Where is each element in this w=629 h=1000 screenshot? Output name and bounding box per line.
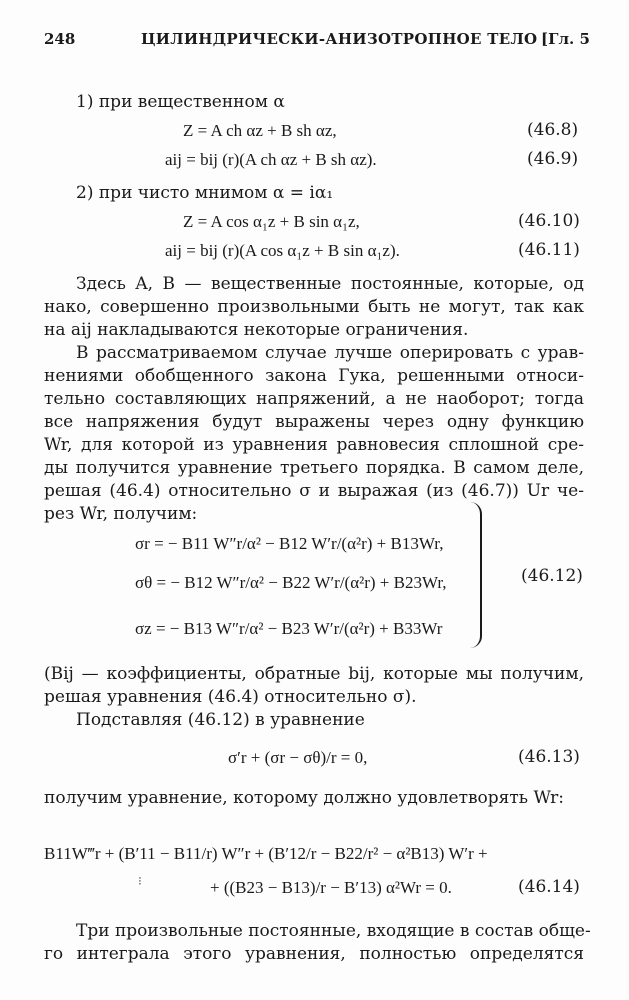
equation-number-46-10: (46.10) [518, 211, 580, 231]
paragraph-line: В рассматриваемом случае лучше оперировать с урав- [76, 343, 584, 363]
case-real-label: 1) при вещественном α [76, 92, 285, 112]
equation-46-14-line-2: + ((B23 − B13)/r − B′13) α²Wr = 0. [210, 878, 452, 897]
case-imaginary-label: 2) при чисто мнимом α = iα₁ [76, 183, 334, 203]
system-row-sigma-theta: σθ = − B12 W″r/α² − B22 W′r/(α²r) + B23Wr, [135, 573, 447, 592]
equation-46-8: Z = A ch αz + B sh αz, [183, 121, 337, 140]
equation-46-11: aij = bij (r)(A cos α₁z + B sin α₁z). [165, 241, 400, 260]
paragraph-line: Три произвольные постоянные, входящие в состав обще- [76, 921, 591, 941]
system-row-sigma-r: σr = − B11 W″r/α² − B12 W′r/(α²r) + B13Wr, [135, 534, 444, 553]
stray-mark: ⁝ [138, 874, 142, 888]
equation-number-46-9: (46.9) [527, 149, 579, 169]
right-brace [470, 502, 482, 648]
paragraph-line: рез Wr, получим: [44, 504, 198, 524]
paragraph-line: нениями обобщенного закона Гука, решенными относи- [44, 366, 584, 386]
paragraph-line: на aij накладываются некоторые ограничения. [44, 320, 469, 340]
running-title: ЦИЛИНДРИЧЕСКИ-АНИЗОТРОПНОЕ ТЕЛО [141, 30, 538, 48]
equation-number-46-13: (46.13) [518, 747, 580, 767]
paragraph-line: нако, совершенно произвольными быть не могут, так как [44, 297, 584, 317]
paragraph-line: (Bij — коэффициенты, обратные bij, которые мы получим, [44, 664, 584, 684]
system-row-sigma-z: σz = − B13 W″r/α² − B23 W′r/(α²r) + B33Wr [135, 619, 443, 638]
paragraph-line: тельно составляющих напряжений, а не наоборот; тогда [44, 389, 584, 409]
equation-46-13: σ′r + (σr − σθ)/r = 0, [228, 748, 368, 767]
paragraph-line: получим уравнение, которому должно удовлетворять Wr: [44, 788, 565, 808]
paragraph-line: решая (46.4) относительно σ и выражая (из (46.7)) Ur че- [44, 481, 584, 501]
equation-number-46-8: (46.8) [527, 120, 579, 140]
paragraph-line: ды получится уравнение третьего порядка. В самом деле, [44, 458, 584, 478]
equation-number-46-11: (46.11) [518, 240, 580, 260]
equation-number-46-12: (46.12) [521, 566, 583, 586]
equation-46-14-line-1: B11W‴r + (B′11 − B11/r) W″r + (B′12/r − B22/r² − α²B13) W′r + [44, 844, 488, 863]
equation-46-9: aij = bij (r)(A ch αz + B sh αz). [165, 150, 377, 169]
paragraph-line: все напряжения будут выражены через одну функцию [44, 412, 584, 432]
page-number: 248 [44, 30, 76, 48]
chapter-reference: [Гл. 5 [541, 30, 590, 48]
paragraph-line: Здесь A, B — вещественные постоянные, которые, од [76, 274, 584, 294]
paragraph-line: решая уравнения (46.4) относительно σ). [44, 687, 417, 707]
paragraph-line: го интеграла этого уравнения, полностью определятся [44, 944, 584, 964]
paragraph-line: Wr, для которой из уравнения равновесия сплошной сре- [44, 435, 584, 455]
equation-46-10: Z = A cos α₁z + B sin α₁z, [183, 212, 360, 231]
equation-number-46-14: (46.14) [518, 877, 580, 897]
paragraph-line: Подставляя (46.12) в уравнение [76, 710, 365, 730]
